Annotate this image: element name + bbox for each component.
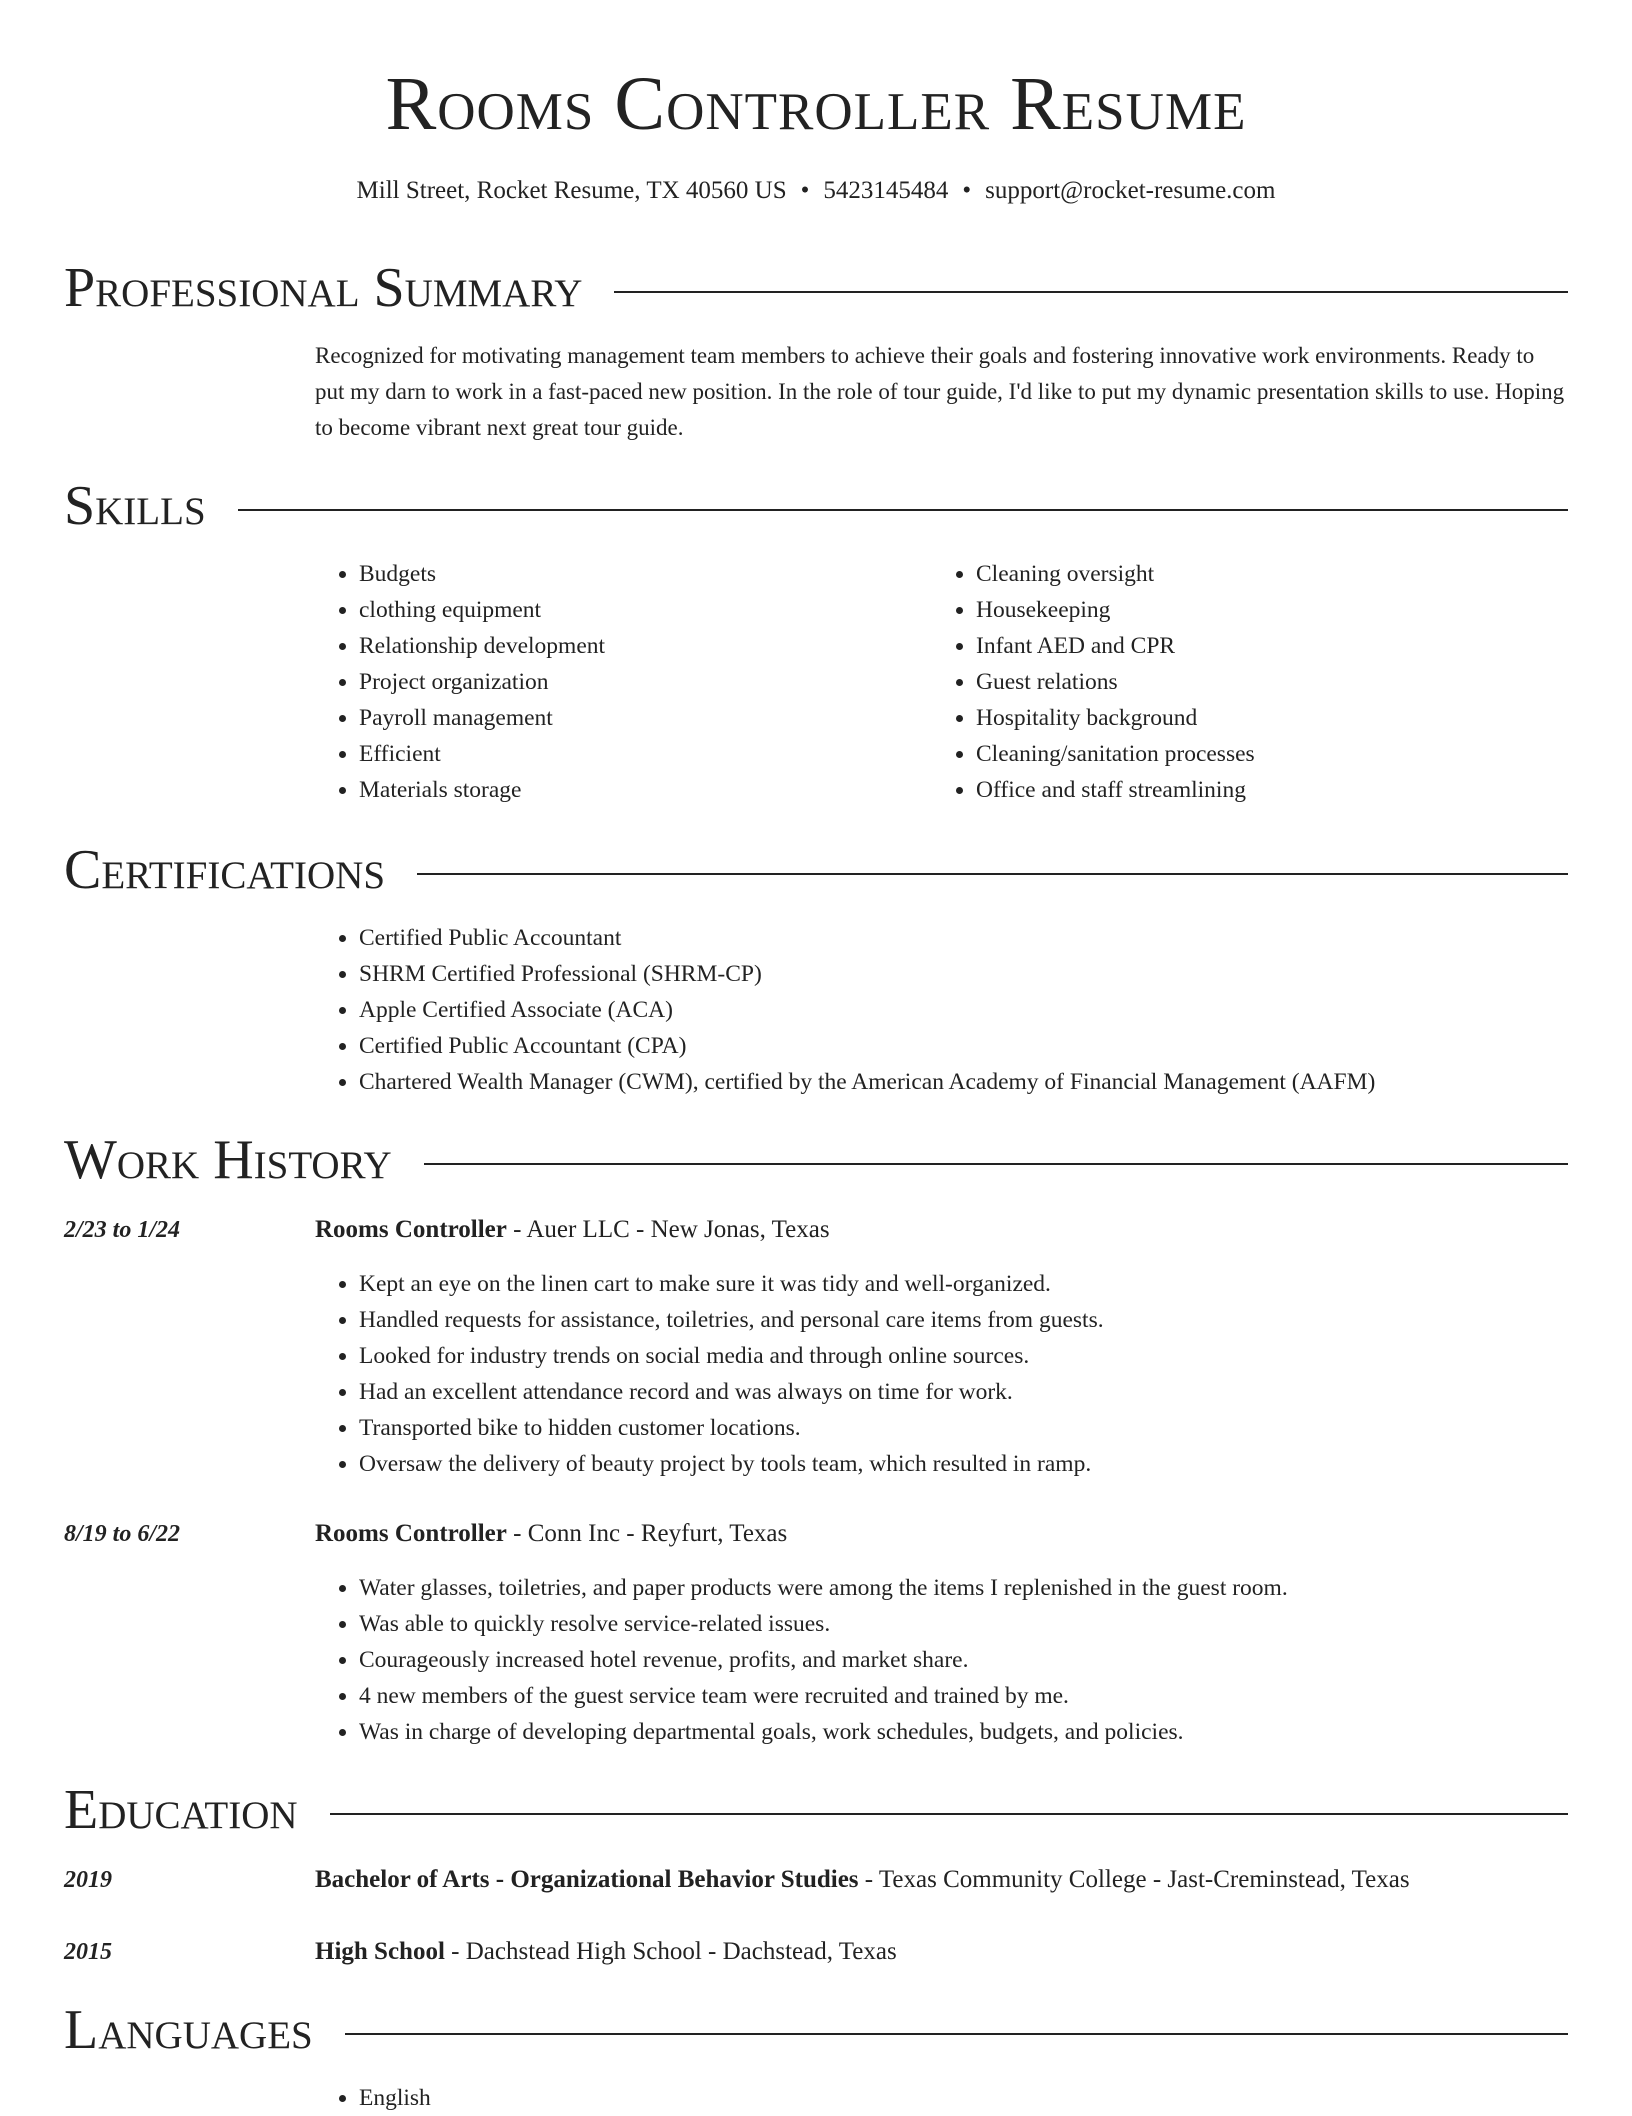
job-duty: • Looked for industry trends on social media and through online sources. [359, 1338, 1612, 1374]
certification-item: • SHRM Certified Professional (SHRM-CP) [359, 956, 1612, 992]
skill-item: • Project organization [359, 664, 919, 700]
section-header-education [64, 1778, 1568, 1842]
job-employer: - Auer LLC - New Jonas, Texas [506, 1216, 830, 1243]
skill-item: • Office and staff streamlining [976, 772, 1596, 808]
skill-item: • clothing equipment [359, 592, 919, 628]
section-divider [614, 291, 1568, 293]
education-entry [315, 1934, 1568, 1970]
job-role: Rooms Controller [315, 1520, 507, 1547]
section-title-languages: Languages [64, 1999, 313, 2061]
contact-separator: • [800, 177, 810, 204]
certifications-list [315, 920, 1612, 1100]
certification-item: • Certified Public Accountant [359, 920, 1612, 956]
job-heading [315, 1516, 1568, 1552]
section-divider [345, 2033, 1568, 2035]
job-role: Rooms Controller [315, 1216, 507, 1243]
education-degree: Bachelor of Arts - Organizational Behavior Studies [315, 1866, 859, 1893]
job-duty: • Was able to quickly resolve service-related issues. [359, 1606, 1612, 1642]
job-duty: • 4 new members of the guest service team were recruited and trained by me. [359, 1678, 1612, 1714]
language-item: • English [359, 2080, 1612, 2116]
job-duty: • Had an excellent attendance record and was always on time for work. [359, 1374, 1612, 1410]
contact-phone: 5423145484 [823, 177, 949, 204]
job-duty: • Water glasses, toiletries, and paper products were among the items I replenished in the guest room. [359, 1570, 1612, 1606]
section-title-education: Education [64, 1779, 298, 1841]
section-header-certifications [64, 838, 1568, 902]
skills-list-left [315, 556, 919, 808]
contact-email: support@rocket-resume.com [985, 177, 1276, 204]
job-duty: • Handled requests for assistance, toiletries, and personal care items from guests. [359, 1302, 1612, 1338]
education-year: 2019 [64, 1867, 112, 1893]
languages-list [315, 2080, 1612, 2116]
education-degree: High School [315, 1938, 445, 1965]
education-year: 2015 [64, 1939, 112, 1965]
section-divider [238, 509, 1568, 511]
skill-item: • Budgets [359, 556, 919, 592]
job-dates: 8/19 to 6/22 [64, 1521, 181, 1547]
job-duty: • Oversaw the delivery of beauty project by tools team, which resulted in ramp. [359, 1446, 1612, 1482]
job-duty: • Courageously increased hotel revenue, profits, and market share. [359, 1642, 1612, 1678]
education-school: - Dachstead High School - Dachstead, Texas [444, 1938, 897, 1965]
skill-item: • Hospitality background [976, 700, 1596, 736]
resume-title: Rooms Controller Resume [385, 62, 1247, 146]
skill-item: • Cleaning oversight [976, 556, 1596, 592]
education-school: - Texas Community College - Jast-Creminstead, Texas [858, 1866, 1410, 1893]
section-divider [417, 873, 1568, 875]
job-duty: • Kept an eye on the linen cart to make sure it was tidy and well-organized. [359, 1266, 1612, 1302]
skill-item: • Guest relations [976, 664, 1596, 700]
skill-item: • Infant AED and CPR [976, 628, 1596, 664]
job-dates: 2/23 to 1/24 [64, 1217, 181, 1243]
section-header-skills [64, 474, 1568, 538]
contact-line [0, 174, 1632, 208]
contact-address: Mill Street, Rocket Resume, TX 40560 US [356, 177, 787, 204]
skill-item: • Cleaning/sanitation processes [976, 736, 1596, 772]
skill-item: • Efficient [359, 736, 919, 772]
section-title-certifications: Certifications [64, 839, 386, 901]
section-divider [424, 1163, 1568, 1165]
job-heading [315, 1212, 1568, 1248]
certification-item: • Certified Public Accountant (CPA) [359, 1028, 1612, 1064]
section-title-summary: Professional Summary [64, 257, 583, 319]
section-header-work-history [64, 1128, 1568, 1192]
skills-list-right [932, 556, 1596, 808]
education-entry [315, 1862, 1568, 1898]
skill-item: • Relationship development [359, 628, 919, 664]
section-title-work-history: Work History [64, 1129, 392, 1191]
skill-item: • Housekeeping [976, 592, 1596, 628]
job-employer: - Conn Inc - Reyfurt, Texas [506, 1520, 788, 1547]
job-duty: • Was in charge of developing departmental goals, work schedules, budgets, and policies. [359, 1714, 1612, 1750]
skill-item: • Payroll management [359, 700, 919, 736]
section-title-skills: Skills [64, 475, 206, 537]
certification-item: • Chartered Wealth Manager (CWM), certified by the American Academy of Financial Management (AAFM) [359, 1064, 1612, 1100]
certification-item: • Apple Certified Associate (ACA) [359, 992, 1612, 1028]
summary-text: Recognized for motivating management team members to achieve their goals and fostering innovative work environments. Ready to put my darn to work in a fast-paced new position. In the role of tour guide, I'd like to put my dynamic presentation skills to use. Hoping to become vibrant next great tour guide. [315, 343, 1565, 440]
job-duties-list [315, 1266, 1612, 1482]
job-duties-list [315, 1570, 1612, 1750]
section-header-languages [64, 1998, 1568, 2062]
contact-separator: • [962, 177, 972, 204]
job-duty: • Transported bike to hidden customer locations. [359, 1410, 1612, 1446]
skill-item: • Materials storage [359, 772, 919, 808]
section-header-summary [64, 256, 1568, 320]
section-divider [330, 1813, 1568, 1815]
